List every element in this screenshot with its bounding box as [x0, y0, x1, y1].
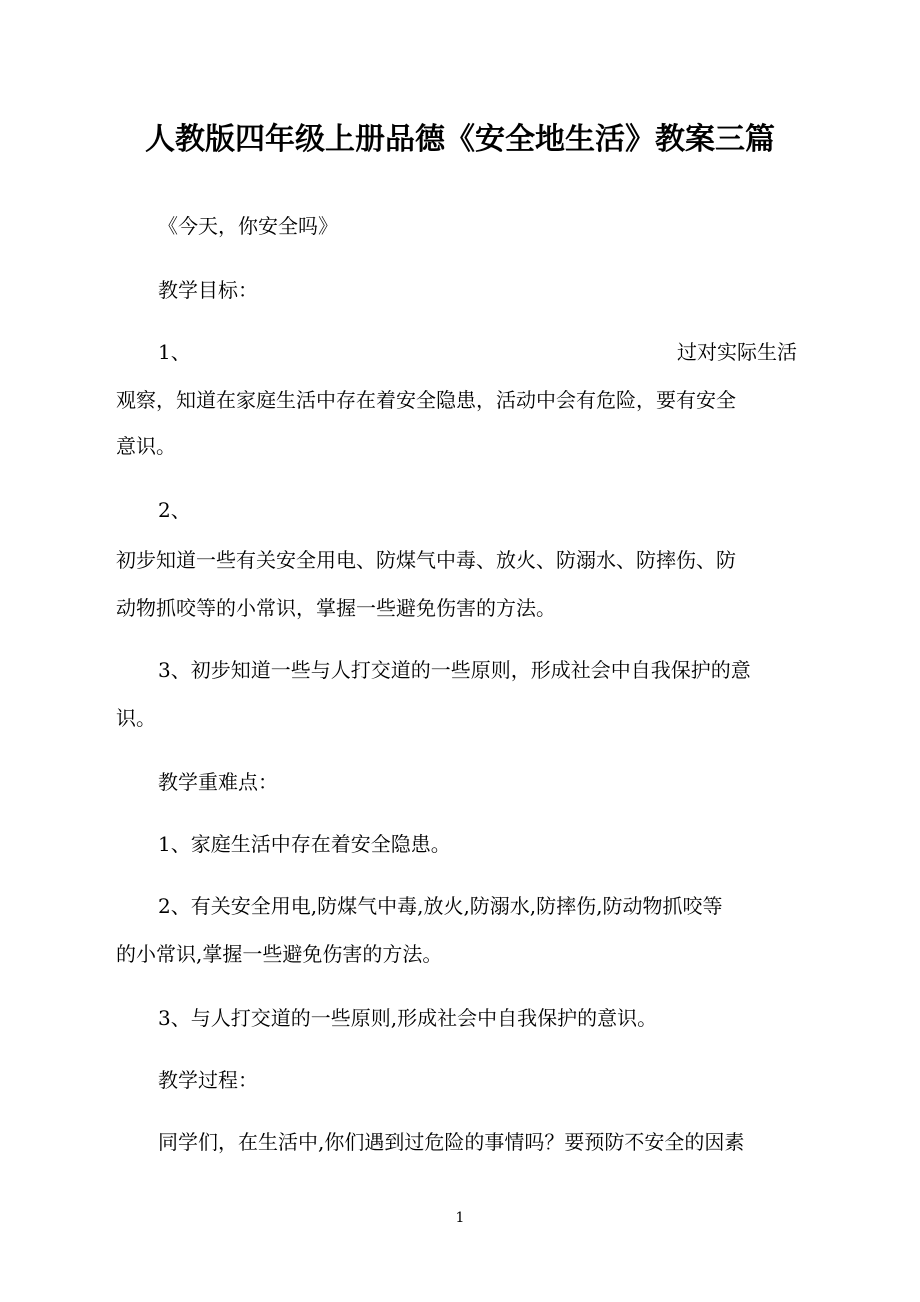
section-heading-key-points: 教学重难点：	[158, 770, 278, 794]
objective-1-text-line-3: 意识。	[116, 434, 176, 458]
objective-3-text-line-2: 识。	[116, 706, 156, 730]
key-point-3: 3、与人打交道的一些原则,形成社会中自我保护的意识。	[158, 1006, 658, 1030]
key-point-2-line-1: 2、有关安全用电,防煤气中毒,放火,防溺水,防摔伤,防动物抓咬等	[158, 894, 723, 918]
objective-1-number: 1、	[158, 340, 191, 364]
section-heading-objectives: 教学目标：	[158, 278, 258, 302]
document-title: 人教版四年级上册品德《安全地生活》教案三篇	[145, 122, 775, 157]
key-point-1: 1、家庭生活中存在着安全隐患。	[158, 832, 451, 856]
lesson-subtitle: 《今天，你安全吗》	[158, 214, 338, 238]
objective-2-text-line-1: 初步知道一些有关安全用电、防煤气中毒、放火、防溺水、防摔伤、防	[116, 548, 736, 572]
objective-1-text-start: 过对实际生活	[677, 340, 797, 364]
objective-3-text-line-1: 3、初步知道一些与人打交道的一些原则，形成社会中自我保护的意	[158, 658, 751, 682]
objective-2-number: 2、	[158, 498, 191, 522]
objective-2-text-line-2: 动物抓咬等的小常识，掌握一些避免伤害的方法。	[116, 596, 556, 620]
key-point-2-line-2: 的小常识,掌握一些避免伤害的方法。	[116, 942, 443, 966]
section-heading-process: 教学过程：	[158, 1068, 258, 1092]
objective-1-text-line-2: 观察，知道在家庭生活中存在着安全隐患，活动中会有危险，要有安全	[116, 388, 736, 412]
page-number: 1	[455, 1210, 465, 1226]
process-paragraph-line-1: 同学们，在生活中,你们遇到过危险的事情吗？要预防不安全的因素	[158, 1130, 745, 1154]
